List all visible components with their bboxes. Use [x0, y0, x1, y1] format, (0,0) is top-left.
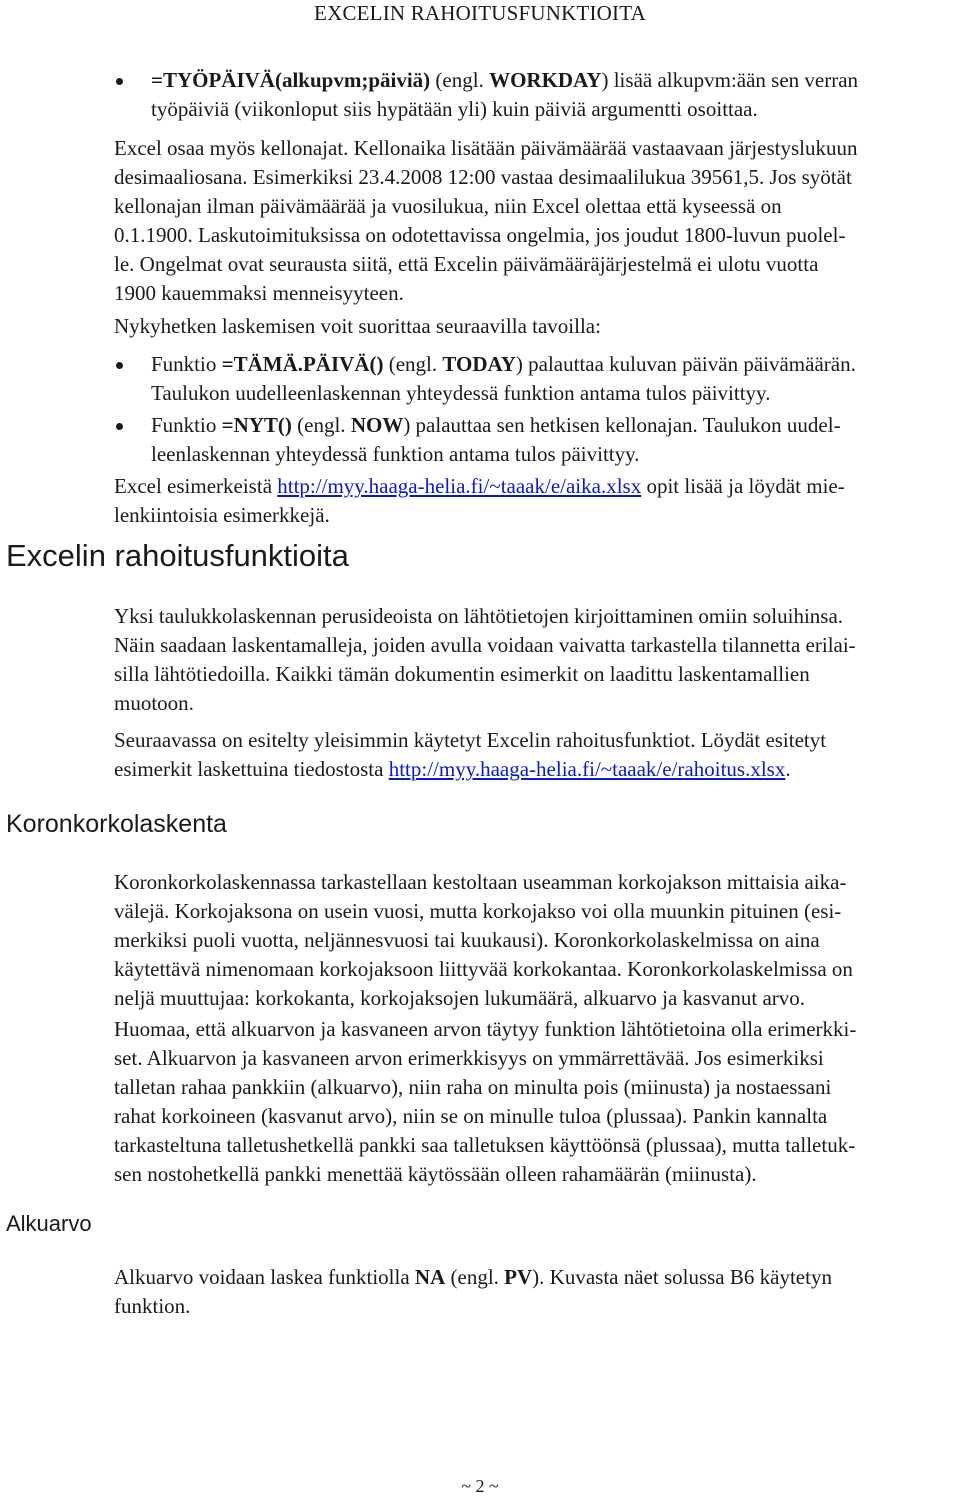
interest-paragraph-1: Koronkorkolaskennassa tarkastellaan kestoltaan useamman korkojakson mittaisia aika- välejä. Korkojaksona on usein vuosi, mutta korkojakso voi olla muunkin pituinen (esi- merkiksi puoli vuotta, neljännesvuosi tai kuukausi). Koronkorkolaskelmissa on aina käytettävä nimenomaan korkojaksoon liittyvää korkokantaa. Koronkorkolaskelmissa on neljä muuttujaa: korkokanta, korkojaksojen lukumäärä, alkuarvo ja kasvanut arvo.	[114, 870, 853, 1010]
now-list	[114, 350, 952, 469]
workday-list	[114, 66, 952, 124]
list-item-today: Funktio =TÄMÄ.PÄIVÄ() (engl. TODAY) palauttaa kuluvan päivän päivämäärän. Taulukon uudelleenlaskennan yhteydessä funktion antama tulos päivittyy.	[114, 350, 952, 408]
now-intro: Nykyhetken laskemisen voit suorittaa seuraavilla tavoilla:	[114, 314, 601, 338]
english-function-name: TODAY	[442, 352, 516, 376]
list-item-workday: =TYÖPÄIVÄ(alkupvm;päiviä) (engl. WORKDAY) lisää alkupvm:ään sen verran työpäiviä (viikonloput siis hypätään yli) kuin päiviä argumentti osoittaa.	[114, 66, 952, 124]
time-paragraph: Excel osaa myös kellonajat. Kellonaika lisätään päivämäärää vastaavaan järjestyslukuun desimaaliosana. Esimerkiksi 23.4.2008 12:00 vastaa desimaalilukua 39561,5. Jos syötät kellonajan ilman päivämäärää ja vuosilukua, niin Excel olettaa että kyseessä on 0.1.1900. Laskutoimituksissa on odotettavissa ongelmia, jos joudut 1800-luvun puolel- le. Ongelmat ovat seurausta siitä, että Excelin päivämääräjärjestelmä ei ulotu vuotta 1900 kauemmaksi menneisyyteen.	[114, 136, 858, 305]
pv-paragraph: Alkuarvo voidaan laskea funktiolla NA (engl. PV). Kuvasta näet solussa B6 käytetyn funktion.	[114, 1265, 832, 1318]
function-name: =TÄMÄ.PÄIVÄ()	[221, 352, 384, 376]
list-item-now: Funktio =NYT() (engl. NOW) palauttaa sen hetkisen kellonajan. Taulukon uudel- leenlaskennan yhteydessä funktion antama tulos päivittyy.	[114, 411, 952, 469]
english-function-name: NOW	[350, 413, 404, 437]
functions-paragraph: Seuraavassa on esitelty yleisimmin käytetyt Excelin rahoitusfunktiot. Löydät esitetyt esimerkit laskettuina tiedostosta http://myy.haaga-helia.fi/~taaak/e/rahoitus.xlsx.	[114, 728, 827, 781]
examples-link[interactable]: http://myy.haaga-helia.fi/~taaak/e/aika.xlsx	[277, 474, 642, 498]
page-number: ~ 2 ~	[461, 1476, 499, 1496]
bullet-icon	[116, 78, 123, 85]
english-function-name: PV	[504, 1265, 533, 1289]
running-header: EXCELIN RAHOITUSFUNKTIOITA	[314, 1, 646, 25]
bullet-icon	[116, 362, 123, 369]
interest-paragraph-2: Huomaa, että alkuarvon ja kasvaneen arvon täytyy funktion lähtötietoina olla erimerkki- set. Alkuarvon ja kasvaneen arvon erimerkkisyys on ymmärrettävää. Jos esimerkiksi talletan rahaa pankkiin (alkuarvo), niin raha on minulta pois (miinusta) ja nostaessani rahat korkoineen (kasvanut arvo), niin se on minulle tuloa (plussaa). Pankin kannalta tarkasteltuna talletushetkellä pankki saa talletuksen käyttöönsä (plussaa), mutta talletuk- sen nostohetkellä pankki menettää käytössään olleen rahamäärän (miinusta).	[114, 1017, 857, 1186]
heading-present-value: Alkuarvo	[6, 1211, 92, 1236]
examples-paragraph: Excel esimerkeistä http://myy.haaga-helia.fi/~taaak/e/aika.xlsx opit lisää ja löydät mie- lenkiintoisia esimerkkejä.	[114, 474, 845, 527]
function-name: =TYÖPÄIVÄ(alkupvm;päiviä)	[151, 68, 431, 92]
function-name: NA	[414, 1265, 446, 1289]
heading-financial-functions: Excelin rahoitusfunktioita	[6, 538, 349, 573]
rahoitus-link[interactable]: http://myy.haaga-helia.fi/~taaak/e/rahoitus.xlsx	[388, 757, 786, 781]
heading-compound-interest: Koronkorkolaskenta	[6, 810, 227, 838]
english-function-name: WORKDAY	[489, 68, 602, 92]
bullet-icon	[116, 423, 123, 430]
function-name: =NYT()	[221, 413, 292, 437]
intro-paragraph: Yksi taulukkolaskennan perusideoista on lähtötietojen kirjoittaminen omiin soluihinsa. Näin saadaan laskentamalleja, joiden avulla voidaan vaivatta tarkastella tilannetta erilai- silla lähtötiedoilla. Kaikki tämän dokumentin esimerkit on laadittu laskentamallien muotoon.	[114, 604, 856, 715]
